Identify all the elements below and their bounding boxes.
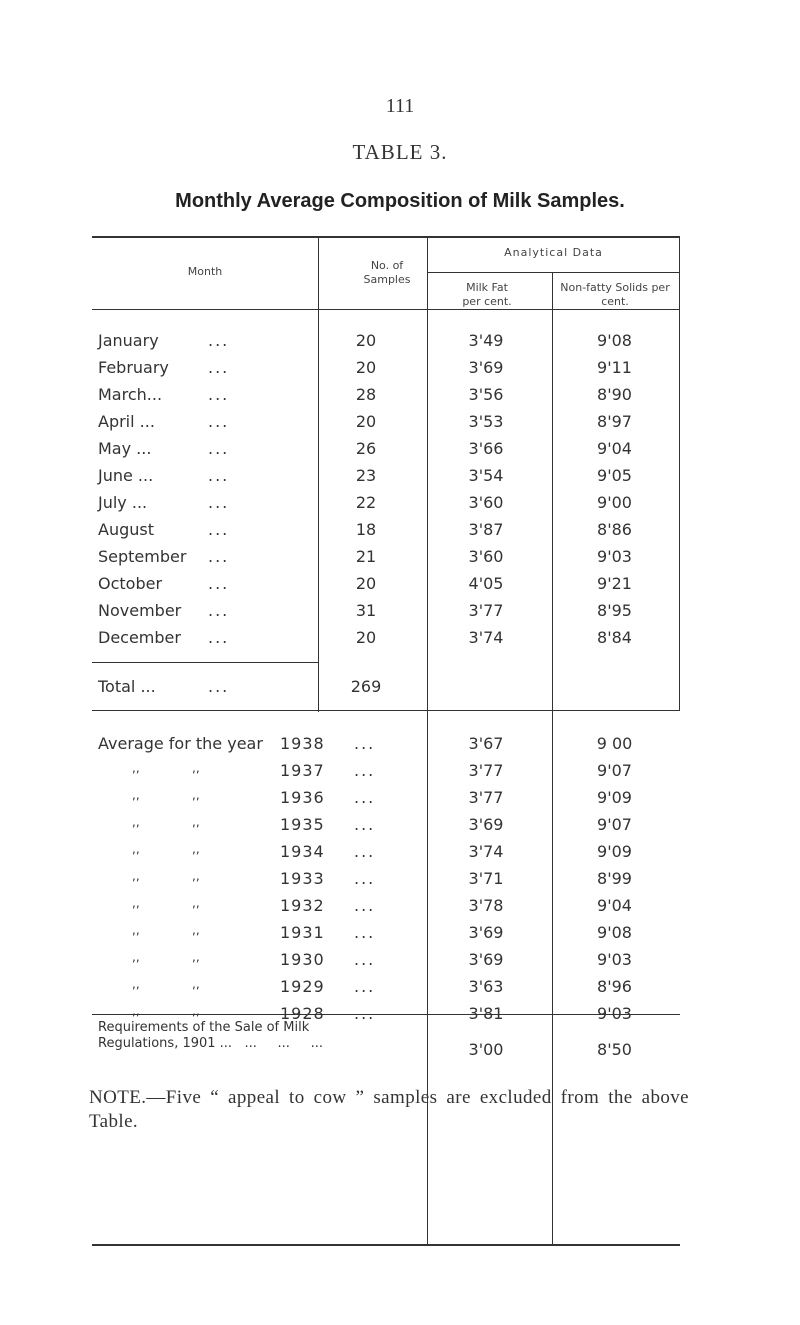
leader-dots: ... xyxy=(354,734,376,753)
ditto-mark: ,, xyxy=(192,761,200,775)
fat-value: 3'69 xyxy=(468,358,504,377)
month-name: July ... xyxy=(98,493,148,512)
table-subtitle: Monthly Average Composition of Milk Samples. xyxy=(175,190,625,212)
leader-dots: ... xyxy=(354,761,376,780)
average-label: Average for the year xyxy=(98,734,263,753)
solids-value: 9'03 xyxy=(597,1004,632,1023)
fat-value: 3'53 xyxy=(468,412,504,431)
fat-value: 4'05 xyxy=(468,574,504,593)
leader-dots: ... xyxy=(208,628,230,647)
average-row xyxy=(92,923,680,951)
fat-value: 3'81 xyxy=(468,1004,504,1023)
ditto-mark: ,, xyxy=(132,896,140,910)
solids-value: 9'09 xyxy=(597,788,632,807)
solids-value: 9 00 xyxy=(596,734,633,753)
table-row xyxy=(92,358,680,386)
year: 1935 xyxy=(280,815,325,834)
year: 1930 xyxy=(280,950,325,969)
analytical-rule xyxy=(427,272,680,273)
fat-value: 3'67 xyxy=(468,734,504,753)
month-header: Month xyxy=(187,265,223,278)
leader-dots: ... xyxy=(354,1004,376,1023)
table-row xyxy=(92,520,680,548)
leader-dots: ... xyxy=(208,358,230,377)
solids-value: 9'00 xyxy=(597,493,632,512)
fat-value: 3'69 xyxy=(468,950,504,969)
average-row xyxy=(92,1004,680,1032)
average-row xyxy=(92,977,680,1005)
solids-value: 9'04 xyxy=(597,896,632,915)
total-row xyxy=(92,677,680,705)
fat-value: 3'63 xyxy=(468,977,504,996)
ditto-mark: ,, xyxy=(132,788,140,802)
table-top-rule xyxy=(92,236,680,238)
leader-dots: ... xyxy=(208,601,230,620)
fat-value: 3'71 xyxy=(468,869,504,888)
table-row xyxy=(92,574,680,602)
fat-value: 3'77 xyxy=(468,601,504,620)
ditto-mark: ,, xyxy=(192,788,200,802)
fat-value: 3'66 xyxy=(468,439,504,458)
average-row xyxy=(92,734,680,762)
month-name: October xyxy=(98,574,163,593)
solids-value: 9'07 xyxy=(597,761,632,780)
month-name: April ... xyxy=(98,412,155,431)
ditto-mark: ,, xyxy=(192,815,200,829)
total-label: Total ... xyxy=(98,677,156,696)
average-row xyxy=(92,815,680,843)
requirements-line-1: Requirements of the Sale of Milk xyxy=(98,1020,310,1035)
solids-value: 8'90 xyxy=(597,385,632,404)
sample-count: 23 xyxy=(355,466,377,485)
leader-dots: ... xyxy=(354,950,376,969)
ditto-mark: ,, xyxy=(192,842,200,856)
month-name: February xyxy=(98,358,169,377)
leader-dots: ... xyxy=(354,815,376,834)
requirements-values xyxy=(92,1040,680,1064)
month-name: August xyxy=(98,520,154,539)
sample-count: 20 xyxy=(355,574,377,593)
fat-value: 3'54 xyxy=(468,466,504,485)
sample-count: 20 xyxy=(355,358,377,377)
requirements-reg: Regulations, 1901 ... xyxy=(98,1036,233,1051)
leader-dots: ... xyxy=(354,977,376,996)
ditto-mark: ,, xyxy=(192,950,200,964)
sample-count: 22 xyxy=(355,493,377,512)
year: 1928 xyxy=(280,1004,325,1023)
solids-value: 8'96 xyxy=(597,977,632,996)
fat-value: 3'74 xyxy=(468,842,504,861)
ditto-mark: ,, xyxy=(132,869,140,883)
solids-value: 8'84 xyxy=(597,628,632,647)
leader-dots: ... xyxy=(208,466,230,485)
month-name: March... xyxy=(98,385,163,404)
fat-value: 3'69 xyxy=(468,923,504,942)
ditto-mark: ,, xyxy=(192,1004,200,1018)
ditto-mark: ,, xyxy=(132,842,140,856)
sample-count: 20 xyxy=(355,628,377,647)
month-name: June ... xyxy=(98,466,154,485)
table-row xyxy=(92,412,680,440)
month-name: September xyxy=(98,547,187,566)
solids-value: 9'03 xyxy=(597,547,632,566)
solids-value: 9'05 xyxy=(597,466,632,485)
table-bottom-rule xyxy=(92,1244,680,1246)
average-row xyxy=(92,842,680,870)
ditto-mark: ,, xyxy=(132,1004,140,1018)
sample-count: 31 xyxy=(355,601,377,620)
header-bottom-rule xyxy=(92,309,680,310)
solids-value: 8'99 xyxy=(597,869,632,888)
solids-value: 9'21 xyxy=(597,574,632,593)
ditto-mark: ,, xyxy=(192,923,200,937)
solids-value: 9'09 xyxy=(597,842,632,861)
requirements-solids: 8'50 xyxy=(597,1040,632,1059)
leader-dots: ... xyxy=(208,547,230,566)
sample-count: 26 xyxy=(355,439,377,458)
leader-dots: ... ... ... xyxy=(244,1036,323,1051)
solids-header: Non-fatty Solids per cent. xyxy=(560,281,670,308)
fat-value: 3'56 xyxy=(468,385,504,404)
leader-dots: ... xyxy=(208,493,230,512)
year: 1934 xyxy=(280,842,325,861)
ditto-mark: ,, xyxy=(132,815,140,829)
solids-value: 9'07 xyxy=(597,815,632,834)
leader-dots: ... xyxy=(208,385,230,404)
year: 1929 xyxy=(280,977,325,996)
fat-header: Milk Fat per cent. xyxy=(462,281,512,308)
page-number: 111 xyxy=(385,95,415,117)
ditto-mark: ,, xyxy=(132,761,140,775)
month-name: May ... xyxy=(98,439,152,458)
month-name: November xyxy=(98,601,182,620)
analytical-header: Analytical Data xyxy=(504,246,603,259)
sample-count: 21 xyxy=(355,547,377,566)
table-row xyxy=(92,547,680,575)
ditto-mark: ,, xyxy=(132,923,140,937)
leader-dots: ... xyxy=(208,331,230,350)
solids-value: 9'08 xyxy=(597,331,632,350)
fat-value: 3'60 xyxy=(468,547,504,566)
solids-value: 8'97 xyxy=(597,412,632,431)
table-note: NOTE.—Five “ appeal to cow ” samples are excluded from the above Table. xyxy=(89,1087,689,1132)
fat-value: 3'60 xyxy=(468,493,504,512)
leader-dots: ... xyxy=(354,923,376,942)
leader-dots: ... xyxy=(354,896,376,915)
sample-count: 20 xyxy=(355,412,377,431)
ditto-mark: ,, xyxy=(132,977,140,991)
ditto-mark: ,, xyxy=(192,896,200,910)
leader-dots: ... xyxy=(354,869,376,888)
table-row xyxy=(92,628,680,656)
average-row xyxy=(92,869,680,897)
ditto-mark: ,, xyxy=(192,869,200,883)
year: 1937 xyxy=(280,761,325,780)
leader-dots: ... xyxy=(208,520,230,539)
leader-dots: ... xyxy=(354,842,376,861)
table-row xyxy=(92,601,680,629)
sample-count: 28 xyxy=(355,385,377,404)
leader-dots: ... xyxy=(354,788,376,807)
solids-value: 9'11 xyxy=(597,358,632,377)
fat-value: 3'77 xyxy=(468,788,504,807)
year: 1933 xyxy=(280,869,325,888)
year: 1936 xyxy=(280,788,325,807)
month-name: December xyxy=(98,628,181,647)
table-row xyxy=(92,493,680,521)
solids-value: 8'95 xyxy=(597,601,632,620)
solids-value: 9'04 xyxy=(597,439,632,458)
fat-value: 3'87 xyxy=(468,520,504,539)
total-samples: 269 xyxy=(350,677,382,696)
ditto-mark: ,, xyxy=(192,977,200,991)
table-row xyxy=(92,466,680,494)
samples-header: No. of Samples xyxy=(363,259,411,286)
solids-value: 9'08 xyxy=(597,923,632,942)
fat-value: 3'49 xyxy=(468,331,504,350)
ditto-mark: ,, xyxy=(132,950,140,964)
average-row xyxy=(92,896,680,924)
total-bottom-rule xyxy=(92,710,680,711)
table-row xyxy=(92,385,680,413)
average-row xyxy=(92,788,680,816)
table-label: TABLE 3. xyxy=(352,140,448,164)
fat-value: 3'77 xyxy=(468,761,504,780)
fat-value: 3'69 xyxy=(468,815,504,834)
leader-dots: ... xyxy=(208,439,230,458)
table-row xyxy=(92,331,680,359)
requirements-fat: 3'00 xyxy=(468,1040,504,1059)
leader-dots: ... xyxy=(208,677,230,696)
fat-value: 3'78 xyxy=(468,896,504,915)
year: 1932 xyxy=(280,896,325,915)
month-name: January xyxy=(98,331,159,350)
total-top-rule xyxy=(92,662,318,663)
sample-count: 20 xyxy=(355,331,377,350)
solids-value: 9'03 xyxy=(597,950,632,969)
solids-value: 8'86 xyxy=(597,520,632,539)
leader-dots: ... xyxy=(208,574,230,593)
sample-count: 18 xyxy=(355,520,377,539)
leader-dots: ... xyxy=(208,412,230,431)
average-row xyxy=(92,950,680,978)
fat-value: 3'74 xyxy=(468,628,504,647)
year: 1938 xyxy=(280,734,325,753)
year: 1931 xyxy=(280,923,325,942)
average-row xyxy=(92,761,680,789)
table-row xyxy=(92,439,680,467)
